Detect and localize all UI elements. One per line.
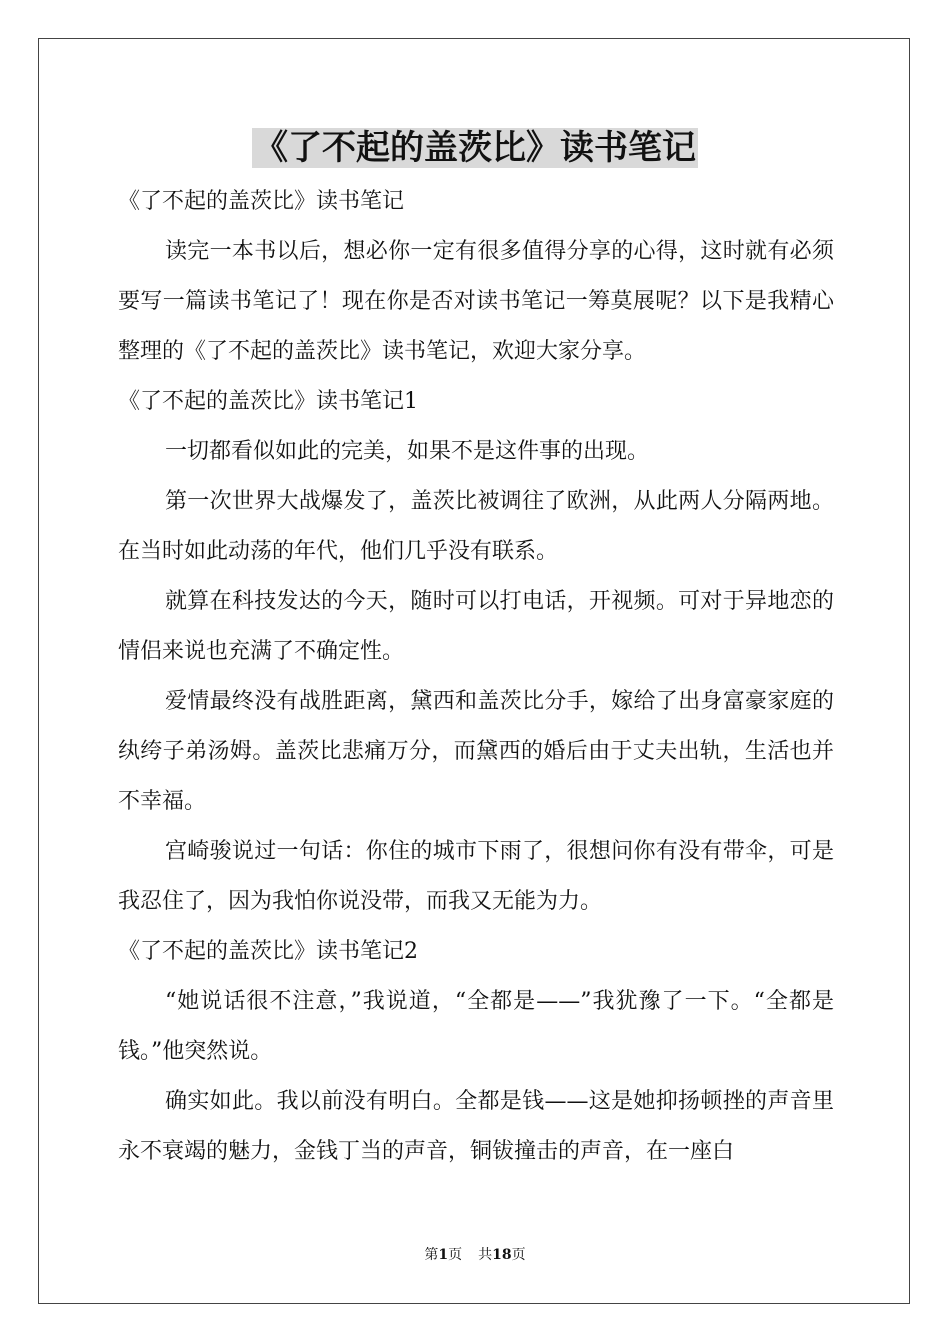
document-body: [118, 177, 834, 1177]
total-pages: 18: [492, 1247, 512, 1263]
paragraph: 一切都看似如此的完美，如果不是这件事的出现。: [165, 439, 650, 464]
total-suffix: 页: [511, 1247, 526, 1263]
section-heading: 《了不起的盖茨比》读书笔记1: [118, 389, 418, 414]
page-footer: [0, 1245, 950, 1265]
paragraph: 第一次世界大战爆发了，盖茨比被调往了欧洲，从此两人分隔两地。在当时如此动荡的年代，他们几乎没有联系。: [118, 489, 834, 564]
document-title-text: 《了不起的盖茨比》读书笔记: [254, 128, 696, 168]
section-heading: 《了不起的盖茨比》读书笔记2: [118, 939, 418, 964]
paragraph: 就算在科技发达的今天，随时可以打电话，开视频。可对于异地恋的情侣来说也充满了不确定性。: [118, 589, 834, 664]
page-number: 1: [438, 1247, 449, 1263]
page-suffix: 页: [448, 1247, 463, 1263]
total-prefix: 共: [478, 1247, 493, 1263]
document-title: [0, 125, 950, 171]
paragraph: 爱情最终没有战胜距离，黛西和盖茨比分手，嫁给了出身富豪家庭的纨绔子弟汤姆。盖茨比悲痛万分，而黛西的婚后由于丈夫出轨，生活也并不幸福。: [118, 689, 834, 814]
paragraph: 读完一本书以后，想必你一定有很多值得分享的心得，这时就有必须要写一篇读书笔记了！现在你是否对读书笔记一筹莫展呢？以下是我精心整理的《了不起的盖茨比》读书笔记，欢迎大家分享。: [118, 239, 834, 364]
paragraph: “她说话很不注意，”我说道，“全都是——”我犹豫了一下。“全都是钱。”他突然说。: [118, 989, 834, 1064]
paragraph: 《了不起的盖茨比》读书笔记: [118, 189, 405, 214]
page-prefix: 第: [424, 1247, 439, 1263]
paragraph: 确实如此。我以前没有明白。全都是钱——这是她抑扬顿挫的声音里永不衰竭的魅力，金钱丁当的声音，铜钹撞击的声音，在一座白: [118, 1089, 834, 1164]
paragraph: 宫崎骏说过一句话：你住的城市下雨了，很想问你有没有带伞，可是我忍住了，因为我怕你说没带，而我又无能为力。: [118, 839, 834, 914]
